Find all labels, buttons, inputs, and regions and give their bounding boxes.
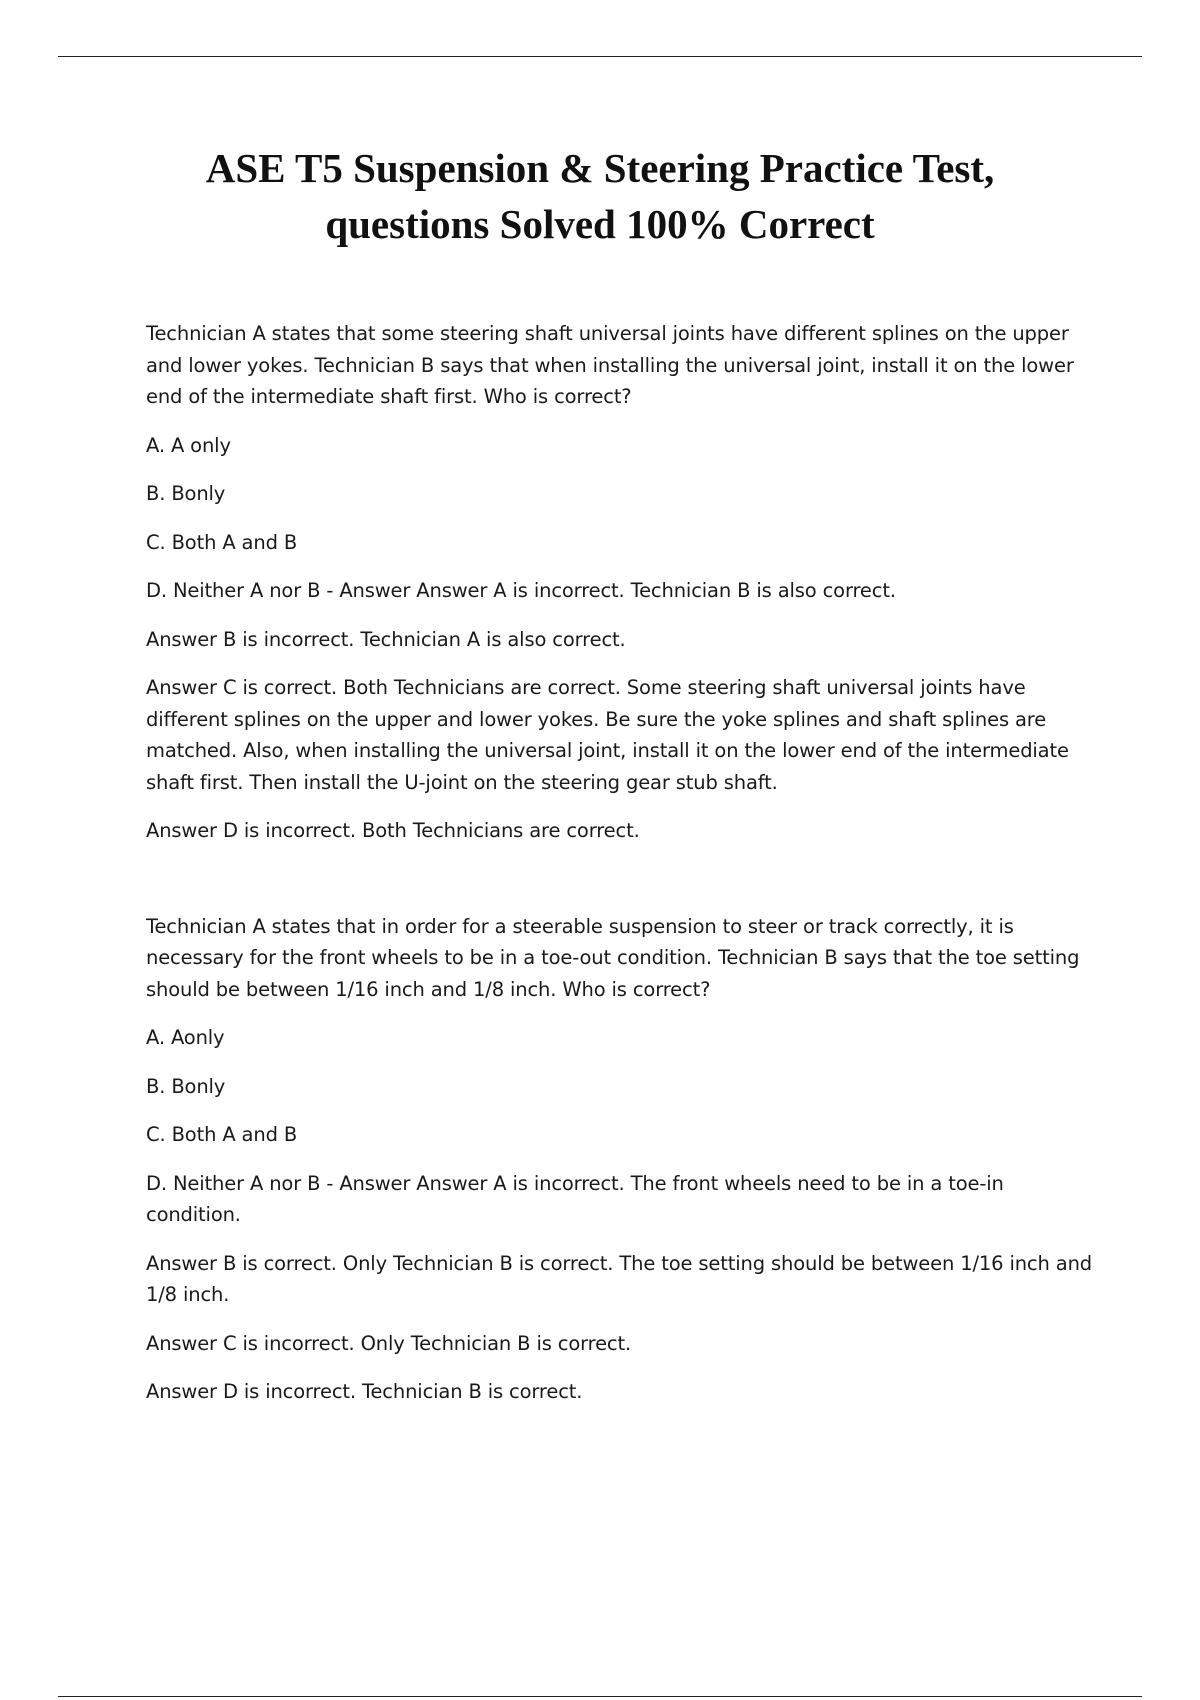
- document-title: [60, 140, 1140, 252]
- answer-option-b: B. Bonly: [146, 1074, 226, 1098]
- answer-explanation: Answer B is incorrect. Technician A is also correct.: [146, 627, 626, 651]
- document-title-line-2: questions Solved 100% Correct: [325, 201, 875, 247]
- answer-option-a: A. Aonly: [146, 1026, 225, 1049]
- question-block-1: [146, 318, 1096, 847]
- document-title-line-1: ASE T5 Suspension & Steering Practice Test,: [205, 145, 995, 191]
- bottom-divider: [58, 1696, 1142, 1697]
- answer-option-a: A. A only: [146, 433, 231, 457]
- question-prompt: Technician A states that some steering shaft universal joints have different splines on the upper and lower yokes. Technician B says that when installing the universal joint, install it on the lower end of the intermediate shaft first. Who is correct?: [146, 322, 1074, 408]
- document-body: [146, 318, 1096, 1425]
- answer-explanation: Answer C is incorrect. Only Technician B is correct.: [146, 1331, 632, 1355]
- answer-option-b: B. Bonly: [146, 482, 226, 505]
- question-block-2: [146, 911, 1096, 1408]
- question-prompt: Technician A states that in order for a steerable suspension to steer or track correctly, it is necessary for the front wheels to be in a toe-out condition. Technician B says that the toe setting should be between 1/16 inch and 1/8 inch. Who is correct?: [146, 914, 1080, 1001]
- answer-explanation: Answer D is incorrect. Technician B is correct.: [146, 1380, 583, 1403]
- answer-explanation: Answer D is incorrect. Both Technicians are correct.: [146, 819, 640, 842]
- answer-option-d: D. Neither A nor B - Answer Answer A is incorrect. Technician B is also correct.: [146, 579, 896, 602]
- answer-option-c: C. Both A and B: [146, 1123, 298, 1146]
- answer-explanation: Answer C is correct. Both Technicians are correct. Some steering shaft universal joints have different splines on the upper and lower yokes. Be sure the yoke splines and shaft splines are matched. Also, when installing the universal joint, install it on the lower end of the intermediate shaft first. Then install the U-joint on the steering gear stub shaft.: [146, 676, 1069, 794]
- answer-explanation: Answer B is correct. Only Technician B is correct. The toe setting should be between 1/16 inch and 1/8 inch.: [146, 1251, 1092, 1306]
- answer-option-d: D. Neither A nor B - Answer Answer A is incorrect. The front wheels need to be in a toe-in condition.: [146, 1171, 1004, 1226]
- top-divider: [58, 56, 1142, 57]
- answer-option-c: C. Both A and B: [146, 530, 298, 554]
